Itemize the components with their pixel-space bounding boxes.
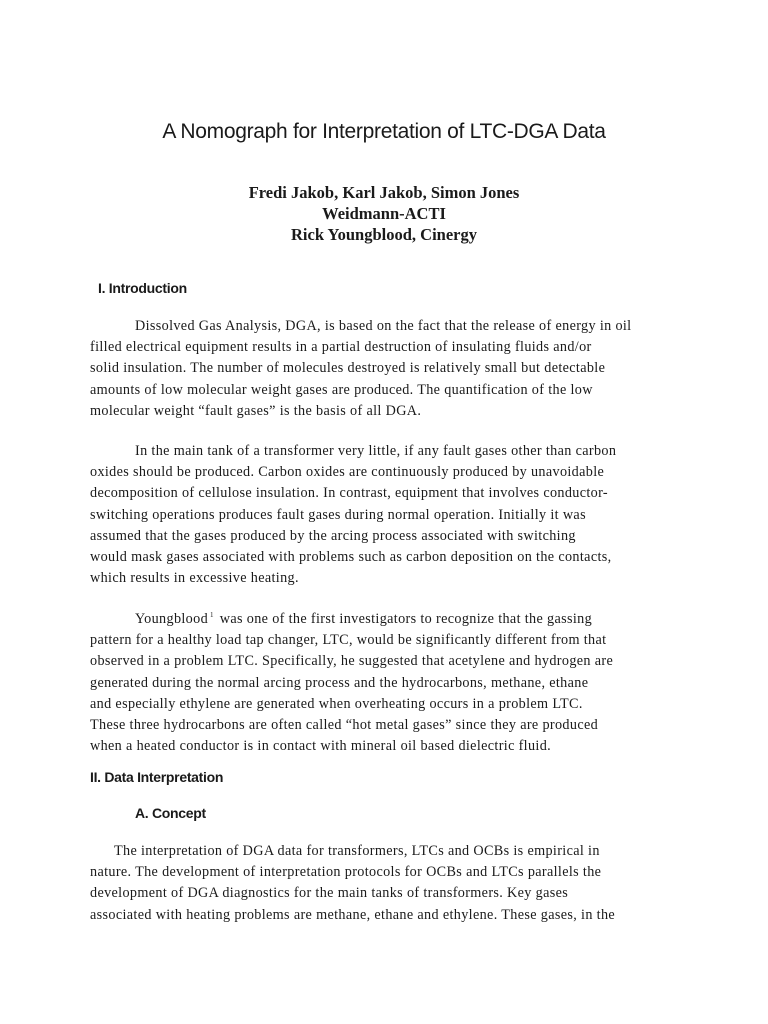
text-line: observed in a problem LTC. Specifically, he suggested that acetylene and hydrogen are xyxy=(90,653,614,670)
text-line: generated during the normal arcing process and the hydrocarbons, methane, ethane xyxy=(90,674,589,691)
text-line: filled electrical equipment results in a partial destruction of insulating fluids and/or xyxy=(90,339,592,356)
text-line: and especially ethylene are generated when overheating occurs in a problem LTC. xyxy=(90,695,583,712)
section-heading-introduction: I. Introduction xyxy=(98,280,187,296)
text-line: amounts of low molecular weight gases are produced. The quantification of the low xyxy=(90,381,593,398)
author-affiliation: Weidmann-ACTI xyxy=(322,204,446,223)
section-heading-data-interpretation: II. Data Interpretation xyxy=(90,769,224,785)
text-line: which results in excessive heating. xyxy=(90,570,299,587)
author-names: Fredi Jakob, Karl Jakob, Simon Jones xyxy=(248,183,520,202)
text-line: solid insulation. The number of molecules destroyed is relatively small but detectable xyxy=(90,360,606,377)
text-line: molecular weight “fault gases” is the basis of all DGA. xyxy=(90,402,422,419)
reference-marker: 1 xyxy=(210,611,214,619)
text-line: oxides should be produced. Carbon oxides are continuously produced by unavoidable xyxy=(90,464,605,481)
text-line: nature. The development of interpretation protocols for OCBs and LTCs parallels the xyxy=(90,864,602,881)
text-line: decomposition of cellulose insulation. In contrast, equipment that involves conductor- xyxy=(90,485,608,502)
text-line: when a heated conductor is in contact with mineral oil based dielectric fluid. xyxy=(90,738,552,755)
text-line: associated with heating problems are methane, ethane and ethylene. These gases, in the xyxy=(90,906,616,923)
text-line: These three hydrocarbons are often called “hot metal gases” since they are produced xyxy=(90,717,599,734)
text-line: development of DGA diagnostics for the main tanks of transformers. Key gases xyxy=(90,885,569,902)
text-line: switching operations produces fault gases during normal operation. Initially it was xyxy=(90,506,586,523)
text-fragment: was one of the first investigators to recognize that the gassing xyxy=(215,611,593,627)
subsection-heading-concept: A. Concept xyxy=(135,805,206,821)
text-line: In the main tank of a transformer very little, if any fault gases other than carbon xyxy=(135,443,617,459)
text-line: The interpretation of DGA data for transformers, LTCs and OCBs is empirical in xyxy=(114,843,600,859)
text-line: Dissolved Gas Analysis, DGA, is based on the fact that the release of energy in oil xyxy=(135,318,632,334)
author-names-second: Rick Youngblood, Cinergy xyxy=(291,225,477,244)
text-line: would mask gases associated with problems such as carbon deposition on the contacts, xyxy=(90,549,612,566)
text-line xyxy=(90,605,690,630)
data-interpretation-paragraph-1 xyxy=(90,841,690,926)
intro-paragraph-2 xyxy=(90,441,690,589)
intro-paragraph-3 xyxy=(90,605,690,757)
author-block xyxy=(0,182,768,245)
paper-title: A Nomograph for Interpretation of LTC-DGA Data xyxy=(162,120,606,143)
cited-author: Youngblood xyxy=(135,611,209,627)
text-line: pattern for a healthy load tap changer, LTC, would be significantly different from that xyxy=(90,632,607,649)
intro-paragraph-1 xyxy=(90,316,690,422)
text-line: assumed that the gases produced by the arcing process associated with switching xyxy=(90,527,576,544)
